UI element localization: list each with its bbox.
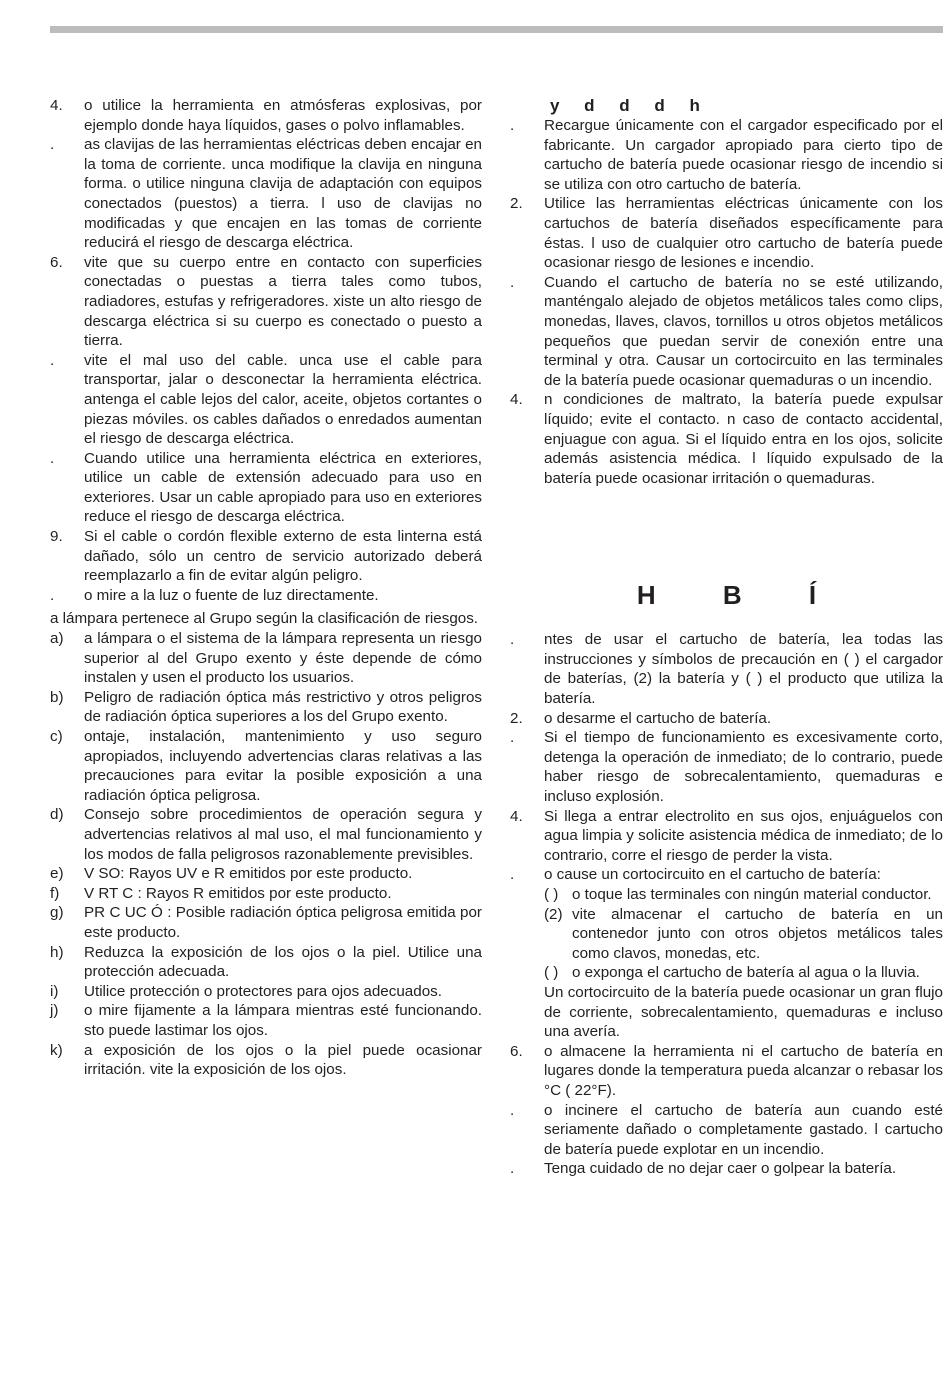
item-number: 2. xyxy=(510,709,523,727)
item-text: o mire fijamente a la lámpara mientras esté funcionando. sto puede lastimar los ojos. xyxy=(84,1002,482,1039)
item-number: . xyxy=(50,351,55,369)
sub-item-text: vite almacenar el cartucho de batería en un contenedor junto con otros objetos metálicos tales como clavos, monedas, etc. xyxy=(572,905,943,962)
item-number: 4. xyxy=(510,807,523,825)
item-text: Reduzca la exposición de los ojos o la piel. Utilice una protección adecuada. xyxy=(84,943,482,981)
item-number: . xyxy=(510,1160,515,1178)
item-text: Si el cable o cordón flexible externo de esta linterna está dañado, sólo un centro de servicio autorizado deberá reemplazarlo a fin de evitar algún peligro. xyxy=(84,528,482,585)
item-text: Si el tiempo de funcionamiento es excesivamente corto, detenga la operación de inmediato; de lo contrario, puede haber riesgo de sobrecalentamiento, quemaduras e incluso explosión. xyxy=(544,729,943,806)
list-item xyxy=(510,273,943,391)
lamp-group-intro: a lámpara pertenece al Grupo según la clasificación de riesgos. xyxy=(50,610,479,628)
item-text: o almacene la herramienta ni el cartucho de batería en lugares donde la temperatura pueda alcanzar o rebasar los °C ( 22°F). xyxy=(544,1042,943,1099)
item-text: as clavijas de las herramientas eléctricas deben encajar en la toma de corriente. unca modifique la clavija en ninguna forma. o utilice ninguna clavija de adaptación con equipos conectados (puestos) a tierra. l uso de clavijas no modificadas y que encajen en las tomas de corriente reducirá el riesgo de descarga eléctrica. xyxy=(84,136,482,252)
item-number: . xyxy=(510,273,515,291)
item-text: Recargue únicamente con el cargador especificado por el fabricante. Un cargador apropiado para cierto tipo de cartucho de batería puede ocasionar riesgo de incendio si se utiliza con otro cartucho de batería. xyxy=(544,117,943,193)
item-letter: a) xyxy=(50,630,64,648)
item-number: 9. xyxy=(50,528,63,546)
list-item xyxy=(50,1041,482,1080)
item-text: o incinere el cartucho de batería aun cuando esté seriamente dañado o completamente gastado. l cartucho de batería puede explotar en un incendio. xyxy=(544,1101,943,1158)
item-text: Cuando utilice una herramienta eléctrica en exteriores, utilice un cable de extensión adecuado para uso en exteriores. Usar un cable apropiado para uso en exteriores reduce el riesgo de descarga eléctrica. xyxy=(84,449,482,526)
short-circuit-note: Un cortocircuito de la batería puede ocasionar un gran flujo de corriente, sobrecalentamiento, quemaduras e incluso una avería. xyxy=(544,983,943,1041)
list-item xyxy=(510,630,943,708)
item-number: . xyxy=(510,1101,515,1119)
item-text: n condiciones de maltrato, la batería puede expulsar líquido; evite el contacto. n caso de contacto accidental, enjuague con agua. Si el líquido entra en los ojos, solicite además asistencia médica. l líquido expulsado de la batería puede ocasionar irritación o quemaduras. xyxy=(544,391,943,487)
sub-item-text: o exponga el cartucho de batería al agua o la lluvia. xyxy=(572,964,920,982)
item-text: o utilice la herramienta en atmósferas explosivas, por ejemplo donde haya líquidos, gases o polvo inflamables. xyxy=(84,97,482,134)
item-number: . xyxy=(50,449,55,467)
list-item xyxy=(510,194,943,272)
item-text: Cuando el cartucho de batería no se esté utilizando, manténgalo alejado de objetos metálicos tales como clips, monedas, llaves, clavos, tornillos u otros objetos metálicos pequeños que puedan servir de conexión entre una terminal y otra. Causar un cortocircuito en las terminales de la batería puede ocasionar quemaduras o un incendio. xyxy=(544,273,943,389)
list-item xyxy=(50,864,482,884)
list-item xyxy=(50,629,482,688)
item-number: 6. xyxy=(50,253,63,271)
item-text: o desarme el cartucho de batería. xyxy=(544,709,772,727)
item-letter: g) xyxy=(50,904,64,922)
item-text: ontaje, instalación, mantenimiento y uso seguro apropiados, incluyendo advertencias claras relativas a las precauciones para evitar la posible exposición a una radiación óptica peligrosa. xyxy=(84,728,482,804)
left-column xyxy=(50,96,482,1080)
item-letter: d) xyxy=(50,806,64,824)
item-text: Utilice las herramientas eléctricas únicamente con los cartuchos de batería diseñados específicamente para éstas. l uso de cualquier otro cartucho de batería puede ocasionar riesgo de lesiones e incendio. xyxy=(544,195,943,272)
item-number: 4. xyxy=(50,97,63,114)
list-item xyxy=(50,688,482,727)
item-text: vite que su cuerpo entre en contacto con superficies conectadas o puestas a tierra tales como tubos, radiadores, estufas y refrigeradores. xiste un alto riesgo de descarga eléctrica si su cuerpo es conectado o puesto a tierra. xyxy=(84,253,482,350)
lamp-letter-list xyxy=(50,629,482,1080)
sub-item-number: (2) xyxy=(544,905,563,923)
list-item xyxy=(510,865,943,885)
list-item xyxy=(50,527,482,586)
list-item xyxy=(510,807,943,866)
sub-list-item xyxy=(544,885,943,905)
list-item xyxy=(50,805,482,864)
sub-list-item xyxy=(544,905,943,964)
list-item xyxy=(50,586,482,606)
item-text: o cause un cortocircuito en el cartucho de batería: xyxy=(544,866,881,884)
list-item xyxy=(50,1001,482,1040)
item-text: PR C UC Ó : Posible radiación óptica peligrosa emitida por este producto. xyxy=(84,904,482,941)
item-text: a exposición de los ojos o la piel puede ocasionar irritación. vite la exposición de los ojos. xyxy=(84,1041,482,1079)
item-number: . xyxy=(50,586,55,604)
item-letter: c) xyxy=(50,728,63,745)
item-letter: b) xyxy=(50,688,64,706)
item-letter: i) xyxy=(50,982,59,1000)
item-number: 2. xyxy=(510,195,523,213)
list-item xyxy=(50,449,482,527)
item-text: o mire a la luz o fuente de luz directamente. xyxy=(84,586,379,604)
list-item xyxy=(50,727,482,805)
list-item xyxy=(50,351,482,449)
item-letter: j) xyxy=(50,1002,59,1020)
battery-section-heading: y d d d h xyxy=(550,96,701,115)
item-text: a lámpara o el sistema de la lámpara representa un riesgo superior al del Grupo exento y éste depende de cómo instalen y usen el producto los usuarios. xyxy=(84,630,482,687)
item-number: . xyxy=(50,136,55,154)
item-text: Peligro de radiación óptica más restrictivo y otros peligros de radiación óptica superiores a los del Grupo exento. xyxy=(84,688,482,726)
item-letter: k) xyxy=(50,1041,63,1059)
sub-item-number: ( ) xyxy=(544,886,559,903)
battery-list xyxy=(510,116,943,488)
item-number: . xyxy=(510,117,515,134)
item-number: . xyxy=(510,631,515,649)
list-item xyxy=(510,1042,943,1101)
list-item xyxy=(50,943,482,982)
item-number: . xyxy=(510,866,515,884)
list-item xyxy=(510,1159,943,1179)
list-item xyxy=(50,135,482,253)
item-text: ntes de usar el cartucho de batería, lea todas las instrucciones y símbolos de precaución en ( ) el cargador de baterías, (2) la batería y ( ) el producto que utiliza la batería. xyxy=(544,631,943,708)
item-text: Tenga cuidado de no dejar caer o golpear la batería. xyxy=(544,1160,897,1178)
sub-item-number: ( ) xyxy=(544,964,559,982)
item-letter: h) xyxy=(50,943,64,961)
item-number: 4. xyxy=(510,391,523,409)
item-text: V SO: Rayos UV e R emitidos por este producto. xyxy=(84,865,413,883)
list-item xyxy=(510,709,943,729)
battery-instructions-heading: H B Í xyxy=(636,580,817,611)
item-letter: e) xyxy=(50,865,64,883)
item-number: . xyxy=(510,729,515,747)
list-item xyxy=(50,903,482,942)
list-item xyxy=(50,253,482,351)
item-text: V RT C : Rayos R emitidos por este producto. xyxy=(84,884,392,902)
item-text: vite el mal uso del cable. unca use el cable para transportar, jalar o desconectar la herramienta eléctrica. antenga el cable lejos del calor, aceite, objetos cortantes o piezas móviles. os cables dañados o enredados aumentan el riesgo de descarga eléctrica. xyxy=(84,351,482,448)
item-number: 6. xyxy=(510,1042,523,1060)
list-item xyxy=(50,96,482,135)
item-text: Si llega a entrar electrolito en sus ojos, enjuáguelos con agua limpia y solicite asistencia médica de inmediato; de lo contrario, corre el riesgo de perder la vista. xyxy=(544,807,943,864)
item-text: Utilice protección o protectores para ojos adecuados. xyxy=(84,982,442,1000)
list-item xyxy=(510,390,943,488)
list-item xyxy=(510,728,943,806)
item-letter: f) xyxy=(50,884,60,902)
list-item xyxy=(50,982,482,1002)
item-text: Consejo sobre procedimientos de operación segura y advertencias relativos al mal uso, el mal funcionamiento y los modos de falla peligrosos razonablemente previsibles. xyxy=(84,806,482,863)
battery-instructions-list xyxy=(510,630,943,1179)
list-item xyxy=(510,116,943,194)
safety-list-left xyxy=(50,96,482,605)
sub-list-item xyxy=(544,963,943,983)
list-item xyxy=(510,1101,943,1160)
list-item xyxy=(50,884,482,904)
header-rule xyxy=(50,26,943,33)
sub-item-text: o toque las terminales con ningún material conductor. xyxy=(572,886,932,903)
right-column xyxy=(510,96,943,1179)
